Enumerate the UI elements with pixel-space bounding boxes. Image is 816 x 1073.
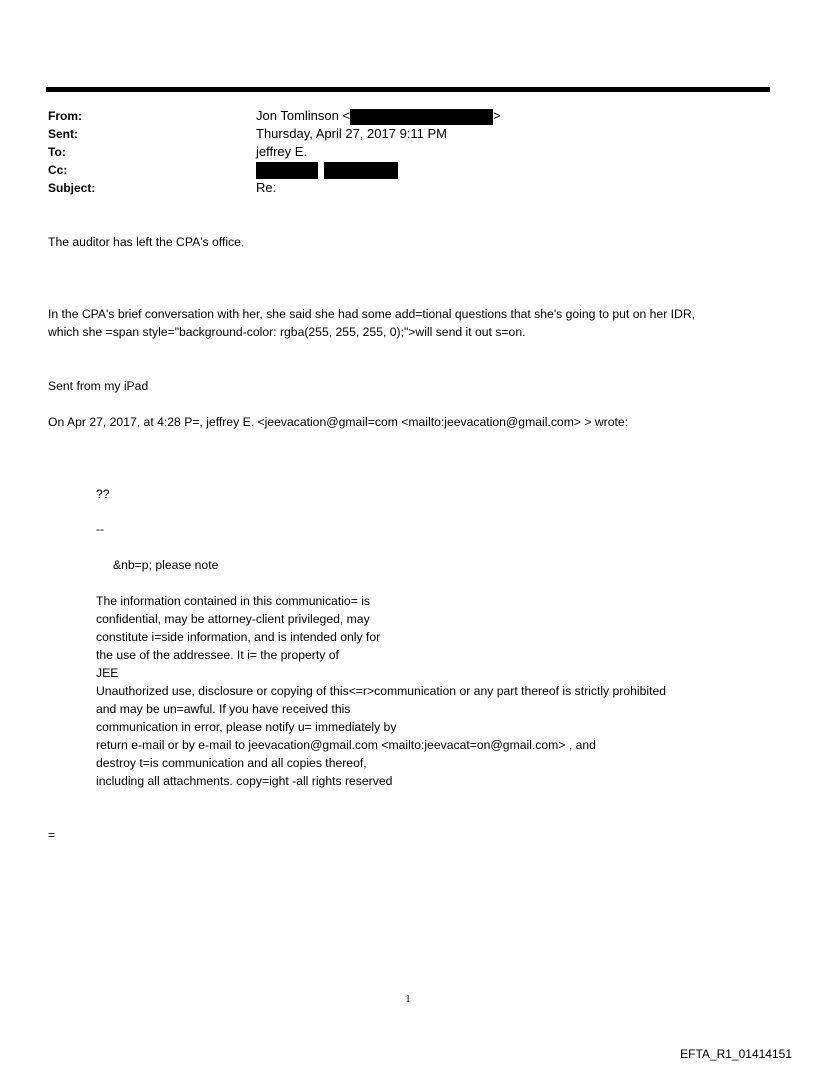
sent-from-line: Sent from my iPad bbox=[48, 379, 149, 393]
redaction-bar bbox=[256, 162, 318, 179]
quoted-text: &nb=p; please note bbox=[113, 558, 219, 572]
disclaimer-line: and may be un=awful. If you have received this bbox=[96, 702, 351, 716]
disclaimer-line: Unauthorized use, disclosure or copying of this<=r>communication or any part thereof is strictly prohibited bbox=[96, 684, 667, 698]
cc-value bbox=[256, 161, 398, 179]
bates-number: EFTA_R1_01414151 bbox=[680, 1047, 792, 1061]
to-label: To: bbox=[48, 145, 66, 159]
disclaimer-line: constitute i=side information, and is intended only for bbox=[96, 630, 381, 644]
trailer-mark: = bbox=[48, 828, 56, 842]
redaction-bar bbox=[324, 162, 398, 179]
disclaimer-line: return e-mail or by e-mail to jeevacation@gmail.com <mailto:jeevacat=on@gmail.com> , and bbox=[96, 738, 596, 752]
quoted-text: -- bbox=[96, 522, 105, 536]
header-rule bbox=[46, 87, 770, 92]
body-line: which she =span style="background-color: rgba(255, 255, 255, 0);">will send it out s=on. bbox=[48, 325, 526, 339]
disclaimer-line: The information contained in this communicatio= is bbox=[96, 594, 371, 608]
subject-label: Subject: bbox=[48, 181, 96, 195]
on-wrote-line: On Apr 27, 2017, at 4:28 P=, jeffrey E. <jeevacation@gmail=com <mailto:jeevacation@gmail.com> > wrote: bbox=[48, 415, 629, 429]
from-value bbox=[256, 107, 501, 125]
disclaimer-line: JEE bbox=[96, 666, 119, 680]
disclaimer-line: destroy t=is communication and all copies thereof, bbox=[96, 756, 367, 770]
body-line: In the CPA's brief conversation with her, she said she had some add=tional questions that she's going to put on her IDR, bbox=[48, 307, 696, 321]
page-number: 1 bbox=[405, 994, 411, 1005]
cc-label: Cc: bbox=[48, 163, 68, 177]
to-value: jeffrey E. bbox=[256, 144, 308, 159]
disclaimer-line: the use of the addressee. It i= the property of bbox=[96, 648, 339, 662]
from-name: Jon Tomlinson < bbox=[256, 108, 351, 123]
quoted-text: ?? bbox=[96, 487, 110, 501]
from-close: > bbox=[493, 108, 501, 123]
disclaimer-line: confidential, may be attorney-client privileged, may bbox=[96, 612, 370, 626]
disclaimer-line: communication in error, please notify u= immediately by bbox=[96, 720, 397, 734]
disclaimer-line: including all attachments. copy=ight -all rights reserved bbox=[96, 774, 393, 788]
from-label: From: bbox=[48, 109, 82, 123]
subject-value: Re: bbox=[256, 180, 277, 195]
sent-label: Sent: bbox=[48, 127, 78, 141]
sent-value: Thursday, April 27, 2017 9:11 PM bbox=[256, 126, 448, 141]
redaction-bar bbox=[350, 109, 493, 125]
body-line: The auditor has left the CPA's office. bbox=[48, 235, 245, 249]
